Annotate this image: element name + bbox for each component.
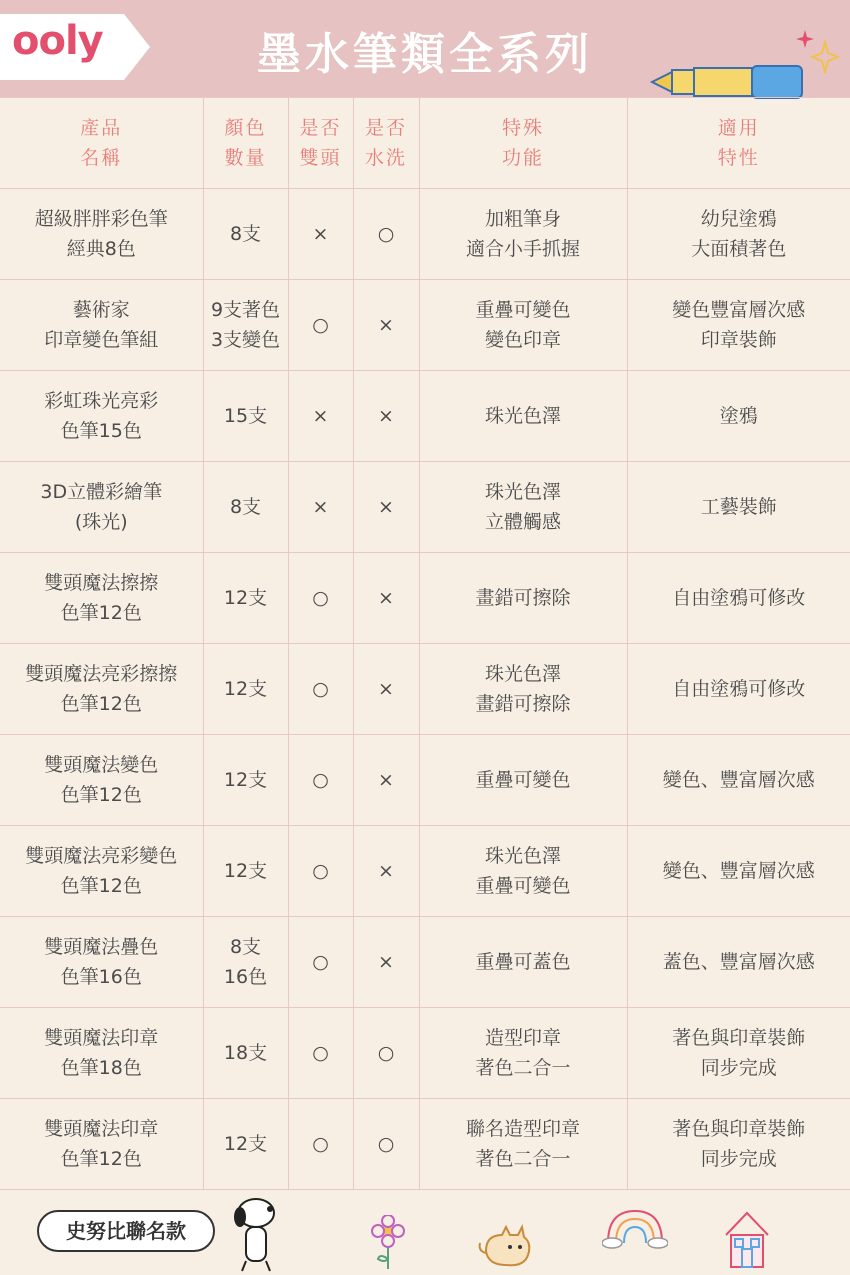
color-count: 12支 [203, 644, 288, 735]
snoopy-doodle-icon [226, 1195, 286, 1273]
header-color-count: 顏色 數量 [203, 98, 288, 189]
double-ended-mark: ○ [288, 735, 353, 826]
special-feature: 珠光色澤 立體觸感 [419, 462, 627, 553]
product-name: 彩虹珠光亮彩 色筆15色 [0, 371, 203, 462]
double-ended-mark: × [288, 189, 353, 280]
product-name: 雙頭魔法亮彩變色 色筆12色 [0, 826, 203, 917]
table-row [0, 462, 850, 553]
double-ended-mark: × [288, 371, 353, 462]
header-suitable-use: 適用 特性 [627, 98, 850, 189]
washable-mark: × [353, 735, 419, 826]
header-banner [0, 0, 850, 97]
header-double-ended: 是否 雙頭 [288, 98, 353, 189]
star-doodle-icon [810, 40, 840, 74]
color-count: 12支 [203, 553, 288, 644]
cat-doodle-icon [476, 1221, 540, 1271]
suitable-use: 塗鴉 [627, 371, 850, 462]
pen-comparison-table [0, 97, 850, 1190]
suitable-use: 工藝裝飾 [627, 462, 850, 553]
suitable-use: 變色豐富層次感 印章裝飾 [627, 280, 850, 371]
special-feature: 聯名造型印章 著色二合一 [419, 1099, 627, 1190]
washable-mark: × [353, 462, 419, 553]
suitable-use: 著色與印章裝飾 同步完成 [627, 1008, 850, 1099]
page-title: 墨水筆類全系列 [257, 29, 593, 80]
washable-mark: × [353, 917, 419, 1008]
footer-doodles [0, 1195, 850, 1275]
product-name: 雙頭魔法印章 色筆18色 [0, 1008, 203, 1099]
snoopy-collab-badge: 史努比聯名款 [66, 1219, 186, 1243]
special-feature: 珠光色澤 重疊可變色 [419, 826, 627, 917]
special-feature: 重疊可蓋色 [419, 917, 627, 1008]
special-feature: 珠光色澤 畫錯可擦除 [419, 644, 627, 735]
special-feature: 珠光色澤 [419, 371, 627, 462]
color-count: 18支 [203, 1008, 288, 1099]
product-name: 藝術家 印章變色筆組 [0, 280, 203, 371]
color-count: 12支 [203, 826, 288, 917]
washable-mark: × [353, 280, 419, 371]
product-name: 雙頭魔法擦擦 色筆12色 [0, 553, 203, 644]
special-feature: 畫錯可擦除 [419, 553, 627, 644]
washable-mark: ○ [353, 1099, 419, 1190]
table-row [0, 917, 850, 1008]
suitable-use: 著色與印章裝飾 同步完成 [627, 1099, 850, 1190]
table-row [0, 280, 850, 371]
table-row [0, 371, 850, 462]
suitable-use: 自由塗鴉可修改 [627, 553, 850, 644]
color-count: 15支 [203, 371, 288, 462]
house-doodle-icon [722, 1209, 772, 1271]
table-header-row [0, 98, 850, 189]
table-row [0, 826, 850, 917]
double-ended-mark: ○ [288, 1099, 353, 1190]
color-count: 8支 16色 [203, 917, 288, 1008]
table-row [0, 553, 850, 644]
brand-logo: ooly [12, 18, 103, 64]
product-name: 超級胖胖彩色筆 經典8色 [0, 189, 203, 280]
washable-mark: ○ [353, 189, 419, 280]
suitable-use: 變色、豐富層次感 [627, 826, 850, 917]
special-feature: 加粗筆身 適合小手抓握 [419, 189, 627, 280]
special-feature: 重疊可變色 變色印章 [419, 280, 627, 371]
product-name: 雙頭魔法亮彩擦擦 色筆12色 [0, 644, 203, 735]
washable-mark: × [353, 371, 419, 462]
table-row [0, 1099, 850, 1190]
color-count: 12支 [203, 1099, 288, 1190]
table-row [0, 189, 850, 280]
double-ended-mark: ○ [288, 1008, 353, 1099]
washable-mark: × [353, 826, 419, 917]
table-row [0, 735, 850, 826]
product-name: 雙頭魔法印章 色筆12色 [0, 1099, 203, 1190]
color-count: 8支 [203, 462, 288, 553]
double-ended-mark: ○ [288, 917, 353, 1008]
washable-mark: ○ [353, 1008, 419, 1099]
rainbow-doodle-icon [602, 1205, 668, 1249]
product-name: 3D立體彩繪筆 (珠光) [0, 462, 203, 553]
double-ended-mark: × [288, 462, 353, 553]
header-special-feature: 特殊 功能 [419, 98, 627, 189]
washable-mark: × [353, 644, 419, 735]
color-count: 8支 [203, 189, 288, 280]
flower-doodle-icon [368, 1215, 408, 1271]
header-product-name: 產品 名稱 [0, 98, 203, 189]
double-ended-mark: ○ [288, 280, 353, 371]
suitable-use: 自由塗鴉可修改 [627, 644, 850, 735]
special-feature: 重疊可變色 [419, 735, 627, 826]
special-feature: 造型印章 著色二合一 [419, 1008, 627, 1099]
suitable-use: 幼兒塗鴉 大面積著色 [627, 189, 850, 280]
suitable-use: 蓋色、豐富層次感 [627, 917, 850, 1008]
color-count: 12支 [203, 735, 288, 826]
table-row [0, 1008, 850, 1099]
double-ended-mark: ○ [288, 826, 353, 917]
double-ended-mark: ○ [288, 553, 353, 644]
color-count: 9支著色 3支變色 [203, 280, 288, 371]
table-row [0, 644, 850, 735]
suitable-use: 變色、豐富層次感 [627, 735, 850, 826]
marker-pen-icon [650, 62, 810, 102]
header-washable: 是否 水洗 [353, 98, 419, 189]
washable-mark: × [353, 553, 419, 644]
product-name: 雙頭魔法疊色 色筆16色 [0, 917, 203, 1008]
product-name: 雙頭魔法變色 色筆12色 [0, 735, 203, 826]
double-ended-mark: ○ [288, 644, 353, 735]
